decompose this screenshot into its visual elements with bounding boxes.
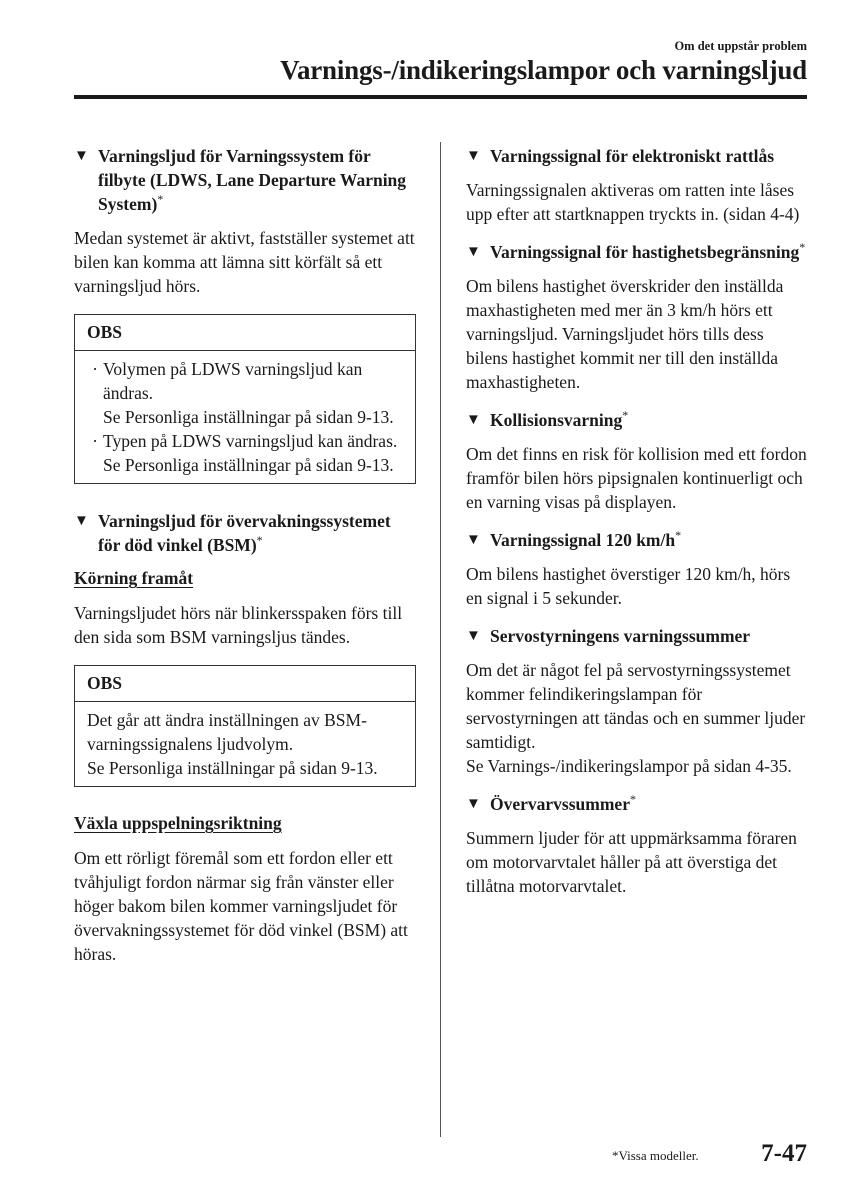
right-column bbox=[466, 144, 808, 912]
note-item bbox=[87, 357, 403, 429]
header-rule bbox=[74, 95, 807, 99]
asterisk: * bbox=[622, 408, 629, 423]
note-title: OBS bbox=[75, 315, 415, 351]
section-heading-bsm bbox=[74, 509, 416, 557]
paragraph-line: Se Varnings-/indikeringslampor på sidan 4-35. bbox=[466, 756, 792, 776]
triangle-down-icon: ▼ bbox=[466, 796, 481, 812]
heading-text: Kollisionsvarning bbox=[490, 410, 623, 430]
chapter-label: Om det uppstår problem bbox=[674, 39, 807, 53]
paragraph: Medan systemet är aktivt, fastställer systemet att bilen kan komma att lämna sitt körfält så ett varningsljud hörs. bbox=[74, 228, 415, 296]
triangle-down-icon: ▼ bbox=[466, 412, 481, 428]
heading-text: Varningssignal 120 km/h bbox=[490, 530, 676, 550]
footnote: *Vissa modeller. bbox=[612, 1148, 699, 1163]
note-title: OBS bbox=[75, 666, 415, 702]
heading-text: Servostyrningens varningssummer bbox=[490, 626, 751, 646]
paragraph: Om bilens hastighet överstiger 120 km/h, hörs en signal i 5 sekunder. bbox=[466, 564, 791, 608]
note-line: Det går att ändra inställningen av BSM-varningssignalens ljudvolym. bbox=[87, 710, 367, 754]
section-heading-ldws bbox=[74, 144, 416, 216]
triangle-down-icon: ▼ bbox=[466, 532, 481, 548]
subheading: Växla uppspelningsriktning bbox=[74, 813, 282, 833]
asterisk: * bbox=[629, 792, 636, 807]
note-box bbox=[74, 314, 416, 484]
paragraph: Om ett rörligt föremål som ett fordon eller ett tvåhjuligt fordon närmar sig från vänster eller höger bakom bilen kommer varningsljudet för övervakningssystemet för död vinkel (BSM) att höras. bbox=[74, 848, 408, 964]
triangle-down-icon: ▼ bbox=[74, 513, 89, 529]
note-item bbox=[87, 429, 403, 477]
paragraph: Summern ljuder för att uppmärksamma föraren om motorvarvtalet håller på att överstiga det tillåtna motorvarvtalet. bbox=[466, 828, 797, 896]
section-heading-overrev bbox=[466, 792, 808, 816]
note-line: Se Personliga inställningar på sidan 9-13. bbox=[103, 455, 394, 475]
heading-text: Varningsljud för övervakningssystemet för död vinkel (BSM) bbox=[98, 511, 391, 555]
triangle-down-icon: ▼ bbox=[466, 148, 481, 164]
heading-text: Varningsljud för Varningssystem för filbyte (LDWS, Lane Departure Warning System) bbox=[98, 146, 407, 214]
paragraph: Varningsljudet hörs när blinkersspaken förs till den sida som BSM varningsljus tändes. bbox=[74, 603, 403, 647]
note-line: Se Personliga inställningar på sidan 9-13. bbox=[103, 407, 394, 427]
heading-text: Varningssignal för elektroniskt rattlås bbox=[490, 146, 775, 166]
section-heading-power-steering bbox=[466, 624, 808, 648]
bullet: · bbox=[92, 431, 98, 451]
page-number: 7-47 bbox=[761, 1140, 807, 1167]
section-heading-steering-lock bbox=[466, 144, 808, 168]
asterisk: * bbox=[157, 192, 164, 207]
triangle-down-icon: ▼ bbox=[466, 244, 481, 260]
heading-text: Övervarvssummer bbox=[490, 794, 630, 814]
asterisk: * bbox=[799, 240, 806, 255]
column-divider bbox=[440, 142, 441, 1137]
page-title: Varnings-/indikeringslampor och varningsljud bbox=[280, 55, 807, 85]
note-box bbox=[74, 665, 416, 787]
paragraph: Om bilens hastighet överskrider den inställda maxhastigheten med mer än 3 km/h hörs ett varningsljud. Varningsljudet hörs tills dess bilens hastighet kommit ner till den inställda maxhastigheten. bbox=[466, 276, 784, 392]
note-line: Volymen på LDWS varningsljud kan ändras. bbox=[103, 359, 363, 403]
asterisk: * bbox=[256, 533, 263, 548]
paragraph-line: Om det är något fel på servostyrningssystemet kommer felindikeringslampan för servostyrningen att tändas och en summer ljuder samtidigt. bbox=[466, 660, 806, 752]
subheading: Körning framåt bbox=[74, 568, 194, 588]
paragraph: Om det finns en risk för kollision med ett fordon framför bilen hörs pipsignalen kontinuerligt och en varning visas på displayen. bbox=[466, 444, 807, 512]
bullet: · bbox=[92, 359, 98, 379]
left-column bbox=[74, 144, 416, 982]
note-line: Typen på LDWS varningsljud kan ändras. bbox=[103, 431, 398, 451]
heading-text: Varningssignal för hastighetsbegränsning bbox=[490, 242, 800, 262]
asterisk: * bbox=[675, 528, 682, 543]
paragraph bbox=[466, 658, 808, 778]
section-heading-120kmh bbox=[466, 528, 808, 552]
triangle-down-icon: ▼ bbox=[74, 148, 89, 164]
section-heading-collision bbox=[466, 408, 808, 432]
section-heading-speed-limit bbox=[466, 240, 808, 264]
note-line: Se Personliga inställningar på sidan 9-13. bbox=[87, 758, 378, 778]
triangle-down-icon: ▼ bbox=[466, 628, 481, 644]
paragraph: Varningssignalen aktiveras om ratten inte låses upp efter att startknappen tryckts in. (sidan 4-4) bbox=[466, 180, 800, 224]
